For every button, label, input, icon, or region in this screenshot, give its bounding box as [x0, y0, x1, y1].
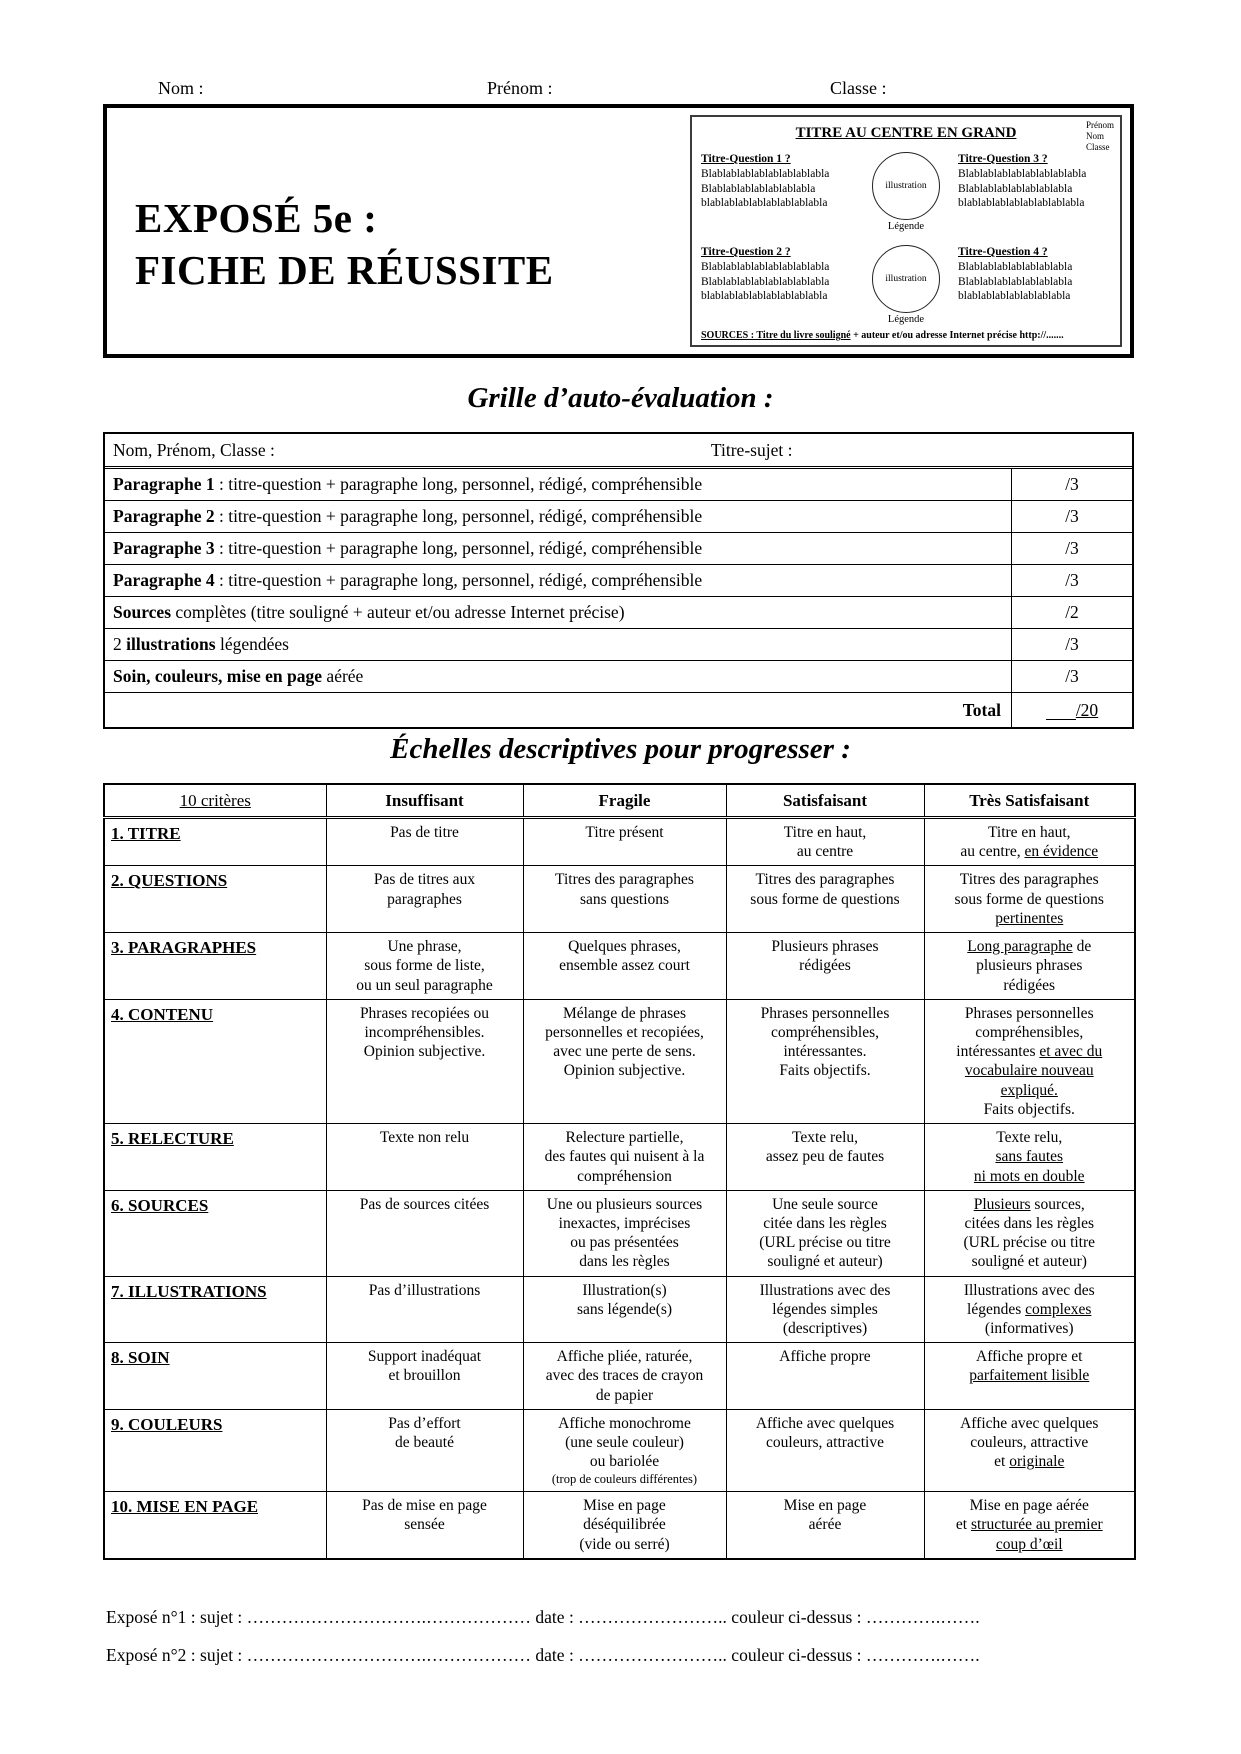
scale-cell-line: Pas de sources citées: [359, 1195, 490, 1213]
scale-cell-line: ou pas présentées: [570, 1234, 679, 1252]
scale-cell-line: Mise en page aérée: [969, 1497, 1089, 1515]
scale-cell-line: sous forme de liste,: [364, 957, 485, 975]
firstname-label: Prénom :: [487, 78, 553, 98]
scale-cell-line: et brouillon: [388, 1367, 461, 1385]
scale-cell: [924, 866, 1135, 933]
scale-cell-line: Phrases personnelles: [760, 1004, 890, 1022]
scale-cell: [326, 933, 523, 1000]
eval-score: /3: [1011, 501, 1132, 532]
placeholder-text: blablablablablablablablabla: [701, 197, 828, 210]
scale-cell-line: Pas d’illustrations: [368, 1281, 481, 1299]
scale-cell-line: Affiche avec quelques: [960, 1414, 1099, 1432]
eval-criterion-text: Paragraphe 4 : titre-question + paragraphe long, personnel, rédigé, compréhensible: [113, 570, 703, 590]
question-title: Titre-Question 2 ?: [701, 246, 791, 258]
criterion-label: 3. PARAGRAPHES: [104, 933, 326, 1000]
scale-cell-line: (une seule couleur): [565, 1434, 684, 1452]
scale-cell-line: rédigées: [799, 957, 851, 975]
scale-cell-line: Relecture partielle,: [565, 1129, 684, 1147]
criterion-label: 6. SOURCES: [104, 1190, 326, 1276]
poster-grid: [701, 152, 1111, 325]
poster-sources-line: [701, 330, 1114, 341]
scale-cell-line: ni mots en double: [973, 1167, 1085, 1185]
legend-label: Légende: [887, 314, 925, 325]
question-block: [701, 245, 854, 304]
scale-cell: [924, 933, 1135, 1000]
scale-cell: [523, 818, 726, 866]
scale-cell-line: citées dans les règles: [964, 1214, 1095, 1232]
scale-header-row: [104, 784, 1135, 818]
scale-cell: [326, 818, 523, 866]
eval-section-title: Grille d’auto-évaluation :: [467, 382, 774, 414]
eval-row: [105, 628, 1132, 660]
eval-score: /3: [1011, 629, 1132, 660]
scale-header-very-satisfactory: Très Satisfaisant: [924, 784, 1135, 818]
eval-total-score: [1011, 693, 1132, 727]
scale-header-insufficient: Insuffisant: [326, 784, 523, 818]
scale-cell-line: déséquilibrée: [583, 1516, 666, 1534]
scale-cell-line: Texte relu,: [791, 1129, 859, 1147]
scale-cell-line: Titres des paragraphes: [555, 871, 694, 889]
scale-cell-line: Mise en page: [583, 1497, 666, 1515]
eval-row: [105, 532, 1132, 564]
legend-label: Légende: [887, 221, 925, 232]
scale-cell-line: légendes complexes: [967, 1300, 1092, 1318]
scale-cell-line: Pas de mise en page: [362, 1497, 487, 1515]
scale-cell-line: sensée: [404, 1516, 445, 1534]
scale-cell-line: Opinion subjective.: [363, 1043, 486, 1061]
scale-cell-line: sans questions: [579, 890, 670, 908]
scale-header-criteria: [104, 784, 326, 818]
illustration-unit: [864, 152, 948, 232]
placeholder-text: blablablablablablablablabla: [958, 197, 1085, 210]
total-score-value: /20: [1075, 699, 1099, 720]
scale-row: [104, 1190, 1135, 1276]
scale-cell-line: personnelles et recopiées,: [545, 1023, 704, 1041]
scale-cell-line: inexactes, imprécises: [558, 1214, 691, 1232]
scale-cell-line: Affiche monochrome: [558, 1414, 691, 1432]
scale-cell: [523, 1492, 726, 1559]
scale-cell: [523, 866, 726, 933]
scale-cell: [523, 933, 726, 1000]
question-title: Titre-Question 4 ?: [958, 246, 1048, 258]
eval-score: /3: [1011, 533, 1132, 564]
scale-cell-line: sans fautes: [995, 1148, 1064, 1166]
scale-cell-line: Une phrase,: [387, 938, 462, 956]
scale-cell-line: citée dans les règles: [763, 1214, 887, 1232]
scale-cell-line: compréhensibles,: [770, 1023, 880, 1041]
eval-row: [105, 596, 1132, 628]
scale-row: [104, 933, 1135, 1000]
scale-cell-line: dans les règles: [579, 1253, 670, 1271]
scale-cell-line: sous forme de questions: [954, 890, 1104, 908]
scale-row: [104, 1492, 1135, 1559]
scale-cell-line: Titres des paragraphes: [755, 871, 895, 889]
scale-cell-line: expliqué.: [1000, 1081, 1058, 1099]
eval-criterion-text: Paragraphe 3 : titre-question + paragraphe long, personnel, rédigé, compréhensible: [113, 538, 703, 558]
scale-cell-line: avec une perte de sens.: [553, 1043, 696, 1061]
scale-cell-line: de beauté: [395, 1434, 454, 1452]
scale-cell: [924, 1276, 1135, 1343]
total-score-blank: [1046, 700, 1076, 719]
scale-cell-line: (trop de couleurs différentes): [551, 1471, 698, 1486]
placeholder-text: Blablablablablablablablabla: [701, 275, 830, 288]
scale-row: [104, 1124, 1135, 1191]
criterion-label: 5. RELECTURE: [104, 1124, 326, 1191]
scale-cell: [523, 1190, 726, 1276]
criterion-label: 9. COULEURS: [104, 1409, 326, 1491]
scale-cell-line: Une ou plusieurs sources: [546, 1195, 703, 1213]
eval-criterion-text: Paragraphe 1 : titre-question + paragraphe long, personnel, rédigé, compréhensible: [113, 474, 703, 494]
poster-corner-line: Nom: [1086, 130, 1104, 141]
question-block: [958, 245, 1111, 304]
scale-cell-line: Titres des paragraphes: [959, 871, 1099, 889]
scale-cell-line: Texte relu,: [996, 1129, 1063, 1147]
scale-cell-line: (URL précise ou titre: [759, 1234, 891, 1252]
eval-header-right: Titre-sujet :: [710, 439, 793, 460]
scale-cell-line: Mélange de phrases: [562, 1004, 687, 1022]
placeholder-text: blablablablablablablablabla: [701, 290, 828, 303]
criterion-label: 4. CONTENU: [104, 999, 326, 1123]
scale-cell-line: intéressantes.: [783, 1043, 867, 1061]
scale-cell: [726, 818, 924, 866]
scale-cell-line: incompréhensibles.: [364, 1023, 485, 1041]
eval-row: [105, 500, 1132, 532]
placeholder-text: Blablablablablablablabla: [701, 182, 816, 195]
scale-cell-line: des fautes qui nuisent à la: [544, 1148, 705, 1166]
scale-cell-line: coup d’œil: [995, 1535, 1063, 1553]
scale-cell-line: Quelques phrases,: [568, 938, 681, 956]
scale-cell: [523, 1409, 726, 1491]
scale-cell-line: Long paragraphe de: [967, 938, 1092, 956]
scale-cell-line: Plusieurs sources,: [973, 1195, 1085, 1213]
scale-cell-line: Illustration(s): [582, 1281, 667, 1299]
placeholder-text: Blablablablablablablablabla: [958, 167, 1087, 180]
scale-cell-line: Titre en haut,: [987, 824, 1071, 841]
expose-2-line: Exposé n°2 : sujet : ………………………….……………… date : …………………….. couleur ci-dessus : ………….…….: [106, 1645, 980, 1665]
eval-row: [105, 564, 1132, 596]
eval-header-row: [105, 434, 1132, 469]
scale-cell-line: Affiche propre et: [976, 1348, 1083, 1366]
scale-cell-line: paragraphes: [387, 890, 462, 908]
scale-cell-line: souligné et auteur): [767, 1253, 883, 1271]
eval-row: [105, 660, 1132, 692]
scale-cell-line: ensemble assez court: [559, 957, 690, 975]
scale-cell-line: Affiche pliée, raturée,: [556, 1348, 693, 1366]
eval-rows: [105, 469, 1132, 692]
illustration-circle: illustration: [872, 245, 940, 313]
illustration-circle: illustration: [872, 152, 940, 220]
scale-cell-line: ou bariolée: [589, 1453, 660, 1471]
placeholder-text: Blablablablablablablabla: [958, 260, 1073, 273]
scale-cell-line: ou un seul paragraphe: [356, 976, 493, 994]
scale-cell-line: Illustrations avec des: [759, 1281, 891, 1299]
scale-cell-line: rédigées: [1003, 976, 1056, 994]
scale-cell: [924, 1409, 1135, 1491]
scale-cell: [924, 1492, 1135, 1559]
scale-cell-line: Phrases personnelles: [964, 1004, 1094, 1022]
poster-corner-identity: [1086, 120, 1114, 152]
title-box: [103, 104, 1134, 358]
scale-cell-line: Titre présent: [585, 824, 664, 841]
scale-cell-line: (informatives): [984, 1320, 1074, 1338]
scale-cell: [326, 1124, 523, 1191]
scale-cell: [726, 1276, 924, 1343]
scale-row: [104, 1343, 1135, 1410]
scale-cell-line: souligné et auteur): [971, 1253, 1087, 1271]
scale-cell: [326, 1276, 523, 1343]
name-label: Nom :: [158, 78, 204, 98]
scale-cell: [924, 1343, 1135, 1410]
question-block: [958, 152, 1111, 211]
question-title: Titre-Question 1 ?: [701, 153, 791, 165]
poster-example: [690, 115, 1122, 347]
eval-score: /2: [1011, 597, 1132, 628]
document-title-line1: EXPOSÉ 5e :: [135, 195, 378, 241]
scale-cell-line: Mise en page: [783, 1497, 867, 1515]
question-block: [701, 152, 854, 211]
scale-cell: [326, 866, 523, 933]
scale-cell: [726, 999, 924, 1123]
poster-main-title: TITRE AU CENTRE EN GRAND: [795, 125, 1017, 141]
scale-cell-line: Titre en haut,: [783, 824, 867, 841]
placeholder-text: Blablablablablablablablabla: [701, 167, 830, 180]
scale-cell-line: Opinion subjective.: [563, 1062, 686, 1080]
criterion-label: 10. MISE EN PAGE: [104, 1492, 326, 1559]
scale-cell: [326, 999, 523, 1123]
eval-row: [105, 469, 1132, 500]
scale-cell-line: avec des traces de crayon: [545, 1367, 704, 1385]
scale-row: [104, 818, 1135, 866]
scale-cell-line: de papier: [595, 1386, 654, 1404]
scale-cell: [726, 1492, 924, 1559]
scale-cell-line: pertinentes: [995, 909, 1064, 927]
scale-cell: [726, 1343, 924, 1410]
criterion-label: 1. TITRE: [104, 818, 326, 866]
scale-cell: [924, 1190, 1135, 1276]
scale-cell-line: couleurs, attractive: [766, 1434, 884, 1452]
scale-cell: [326, 1492, 523, 1559]
eval-total-row: [105, 692, 1132, 727]
scale-row: [104, 999, 1135, 1123]
scale-cell: [726, 1124, 924, 1191]
scale-cell-line: et originale: [994, 1453, 1065, 1471]
scale-cell-line: Faits objectifs.: [983, 1100, 1075, 1118]
scale-cell-line: (vide ou serré): [579, 1535, 670, 1553]
eval-total-label: Total: [962, 699, 1001, 720]
scale-cell: [523, 999, 726, 1123]
poster-sources-underlined: SOURCES : Titre du livre souligné: [701, 330, 851, 341]
scale-cell: [726, 1190, 924, 1276]
criterion-label: 7. ILLUSTRATIONS: [104, 1276, 326, 1343]
eval-criterion-text: Sources complètes (titre souligné + auteur et/ou adresse Internet précise): [113, 602, 625, 622]
scale-cell: [924, 999, 1135, 1123]
eval-criterion-text: 2 illustrations légendées: [113, 634, 289, 654]
poster-corner-line: Classe: [1086, 141, 1110, 152]
scale-cell-line: légendes simples: [772, 1300, 878, 1318]
scale-cell-line: vocabulaire nouveau: [964, 1062, 1094, 1080]
scale-row: [104, 1276, 1135, 1343]
eval-score: /3: [1011, 565, 1132, 596]
scale-cell-line: compréhensibles,: [975, 1023, 1084, 1041]
scale-cell-line: plusieurs phrases: [976, 957, 1083, 975]
scale-cell-line: au centre, en évidence: [960, 843, 1099, 861]
criterion-label: 8. SOIN: [104, 1343, 326, 1410]
eval-score: /3: [1011, 469, 1132, 500]
eval-criterion-text: Paragraphe 2 : titre-question + paragraphe long, personnel, rédigé, compréhensible: [113, 506, 703, 526]
scale-cell: [523, 1343, 726, 1410]
scale-header-label: 10 critères: [179, 790, 251, 810]
scale-table-body: [104, 818, 1135, 1559]
scale-cell: [924, 818, 1135, 866]
scale-cell: [726, 933, 924, 1000]
scale-cell: [924, 1124, 1135, 1191]
scale-cell: [726, 1409, 924, 1491]
question-title: Titre-Question 3 ?: [958, 153, 1048, 165]
illustration-unit: [864, 245, 948, 325]
class-label: Classe :: [830, 78, 887, 98]
document-title-line2: FICHE DE RÉUSSITE: [135, 247, 554, 294]
placeholder-text: Blablablablablablablabla: [958, 182, 1073, 195]
scale-cell-line: Plusieurs phrases: [771, 938, 879, 956]
placeholder-text: blablablablablablablabla: [958, 290, 1071, 303]
scale-table: [103, 783, 1136, 1560]
scale-cell-line: assez peu de fautes: [765, 1148, 885, 1166]
scale-cell-line: compréhension: [577, 1167, 672, 1185]
poster-corner-line: Prénom: [1086, 120, 1114, 130]
scale-cell-line: Pas d’effort: [388, 1414, 461, 1432]
scale-cell-line: Pas de titre: [390, 824, 459, 841]
scale-cell-line: Une seule source: [772, 1195, 878, 1213]
scale-cell: [326, 1409, 523, 1491]
criterion-label: 2. QUESTIONS: [104, 866, 326, 933]
eval-header-left: Nom, Prénom, Classe :: [113, 439, 275, 460]
scale-cell-line: au centre: [796, 843, 854, 861]
scale-cell: [326, 1343, 523, 1410]
scale-cell-line: Affiche propre: [779, 1348, 871, 1366]
scale-cell-line: Phrases recopiées ou: [359, 1004, 490, 1022]
scale-cell-line: couleurs, attractive: [970, 1434, 1089, 1452]
scale-cell-line: aérée: [808, 1516, 842, 1534]
scale-cell-line: Faits objectifs.: [779, 1062, 871, 1080]
scale-cell-line: (descriptives): [782, 1320, 868, 1338]
placeholder-text: Blablablablablablablablabla: [701, 260, 830, 273]
scale-row: [104, 866, 1135, 933]
eval-table: [103, 432, 1134, 729]
scale-cell-line: Affiche avec quelques: [755, 1414, 895, 1432]
scale-cell: [523, 1124, 726, 1191]
scale-cell-line: intéressantes et avec du: [956, 1043, 1103, 1061]
scale-row: [104, 1409, 1135, 1491]
eval-criterion-text: Soin, couleurs, mise en page aérée: [113, 666, 364, 686]
document-title: [135, 192, 554, 297]
placeholder-text: Blablablablablablablabla: [958, 275, 1073, 288]
scale-cell-line: (URL précise ou titre: [963, 1234, 1096, 1252]
eval-score: /3: [1011, 661, 1132, 692]
scale-cell: [726, 866, 924, 933]
scale-cell-line: sous forme de questions: [750, 890, 900, 908]
scale-header-fragile: Fragile: [523, 784, 726, 818]
expose-1-line: Exposé n°1 : sujet : ………………………….……………… date : …………………….. couleur ci-dessus : ………….…….: [106, 1607, 980, 1627]
poster-sources-rest: + auteur et/ou adresse Internet précise http://.......: [850, 330, 1064, 341]
scale-cell-line: sans légende(s): [576, 1300, 673, 1318]
scale-cell-line: parfaitement lisible: [969, 1367, 1090, 1385]
scale-cell-line: Support inadéquat: [367, 1348, 482, 1366]
scale-cell: [326, 1190, 523, 1276]
scale-cell: [523, 1276, 726, 1343]
scale-cell-line: et structurée au premier: [955, 1516, 1103, 1534]
scale-section-title: Échelles descriptives pour progresser :: [390, 733, 851, 765]
scale-header-satisfactory: Satisfaisant: [726, 784, 924, 818]
scale-cell-line: Pas de titres aux: [373, 871, 476, 889]
scale-cell-line: Illustrations avec des: [963, 1281, 1095, 1299]
scale-cell-line: Texte non relu: [379, 1129, 470, 1147]
